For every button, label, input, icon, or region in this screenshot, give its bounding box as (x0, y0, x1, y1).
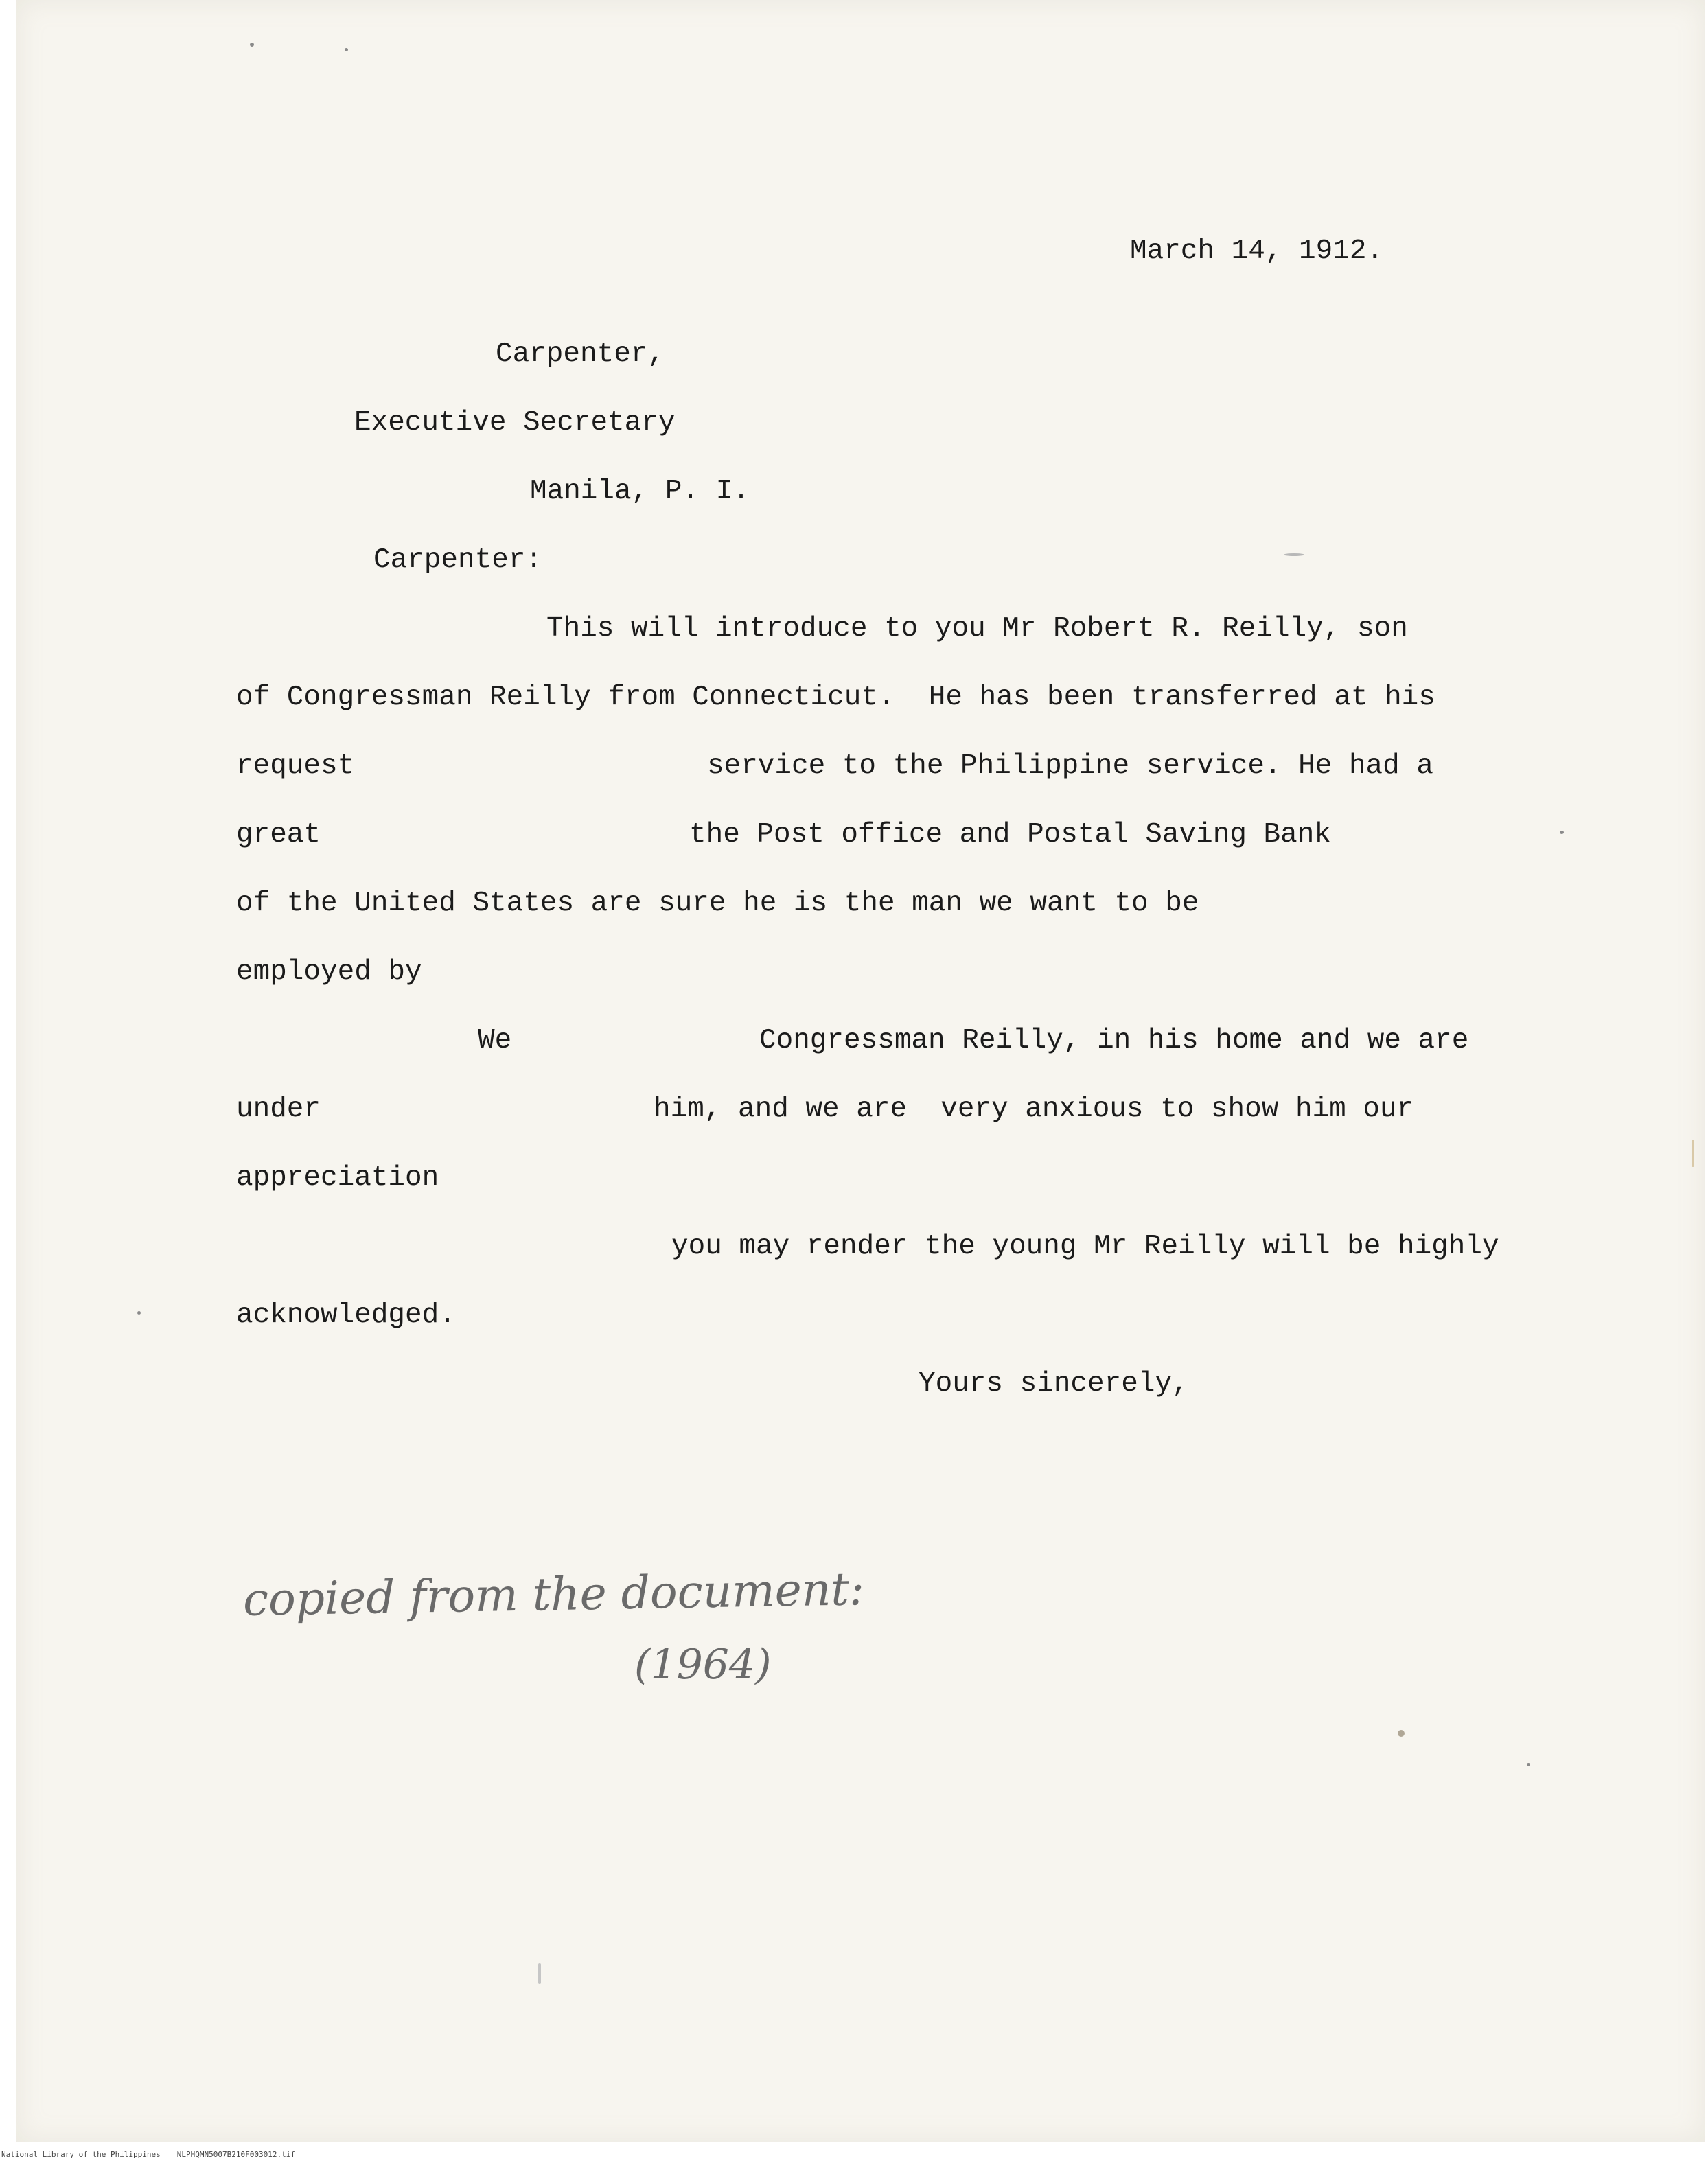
edge-mark (1692, 1140, 1694, 1167)
body-line: him, and we are very anxious to show him our (654, 1094, 1414, 1125)
paper-speck (345, 48, 348, 51)
body-line: acknowledged. (236, 1299, 456, 1331)
body-line: request (236, 750, 355, 782)
salutation: Carpenter: (373, 544, 543, 576)
body-line: under (236, 1094, 321, 1125)
body-line: We (478, 1025, 512, 1056)
letter-date: March 14, 1912. (1130, 235, 1384, 267)
handwritten-year: (1964) (634, 1641, 772, 1689)
paper-speck (250, 43, 254, 47)
body-line: This will introduce to you Mr Robert R. Reilly, son (546, 613, 1408, 645)
footer-institution: National Library of the Philippines (1, 2150, 161, 2159)
body-line: you may render the young Mr Reilly will be highly (671, 1231, 1499, 1262)
body-line: the Post office and Postal Saving Bank (689, 819, 1331, 851)
body-line: employed by (236, 956, 422, 988)
recipient-title: Executive Secretary (354, 407, 676, 439)
paper-speck (1398, 1730, 1405, 1737)
paper-speck (1560, 831, 1564, 834)
paper-speck (1527, 1763, 1530, 1766)
body-line: Congressman Reilly, in his home and we are (759, 1025, 1469, 1056)
letter-page (16, 0, 1705, 2142)
body-line: of Congressman Reilly from Connecticut. He has been transferred at his (236, 682, 1435, 713)
recipient-city: Manila, P. I. (530, 476, 750, 507)
closing: Yours sincerely, (919, 1368, 1189, 1400)
body-line: appreciation (236, 1162, 439, 1194)
scan-footer (1, 2150, 312, 2159)
body-line: of the United States are sure he is the man we want to be (236, 888, 1199, 919)
paper-speck (137, 1311, 141, 1315)
handwritten-note: copied from the document: (242, 1562, 865, 1626)
paper-speck (538, 1963, 541, 1984)
recipient-name: Carpenter, (496, 338, 665, 370)
footer-filename: NLPHQMN5007B210F003012.tif (176, 2150, 295, 2159)
body-line: service to the Philippine service. He had a (707, 750, 1433, 782)
body-line: great (236, 819, 321, 851)
paper-speck (1284, 553, 1304, 556)
